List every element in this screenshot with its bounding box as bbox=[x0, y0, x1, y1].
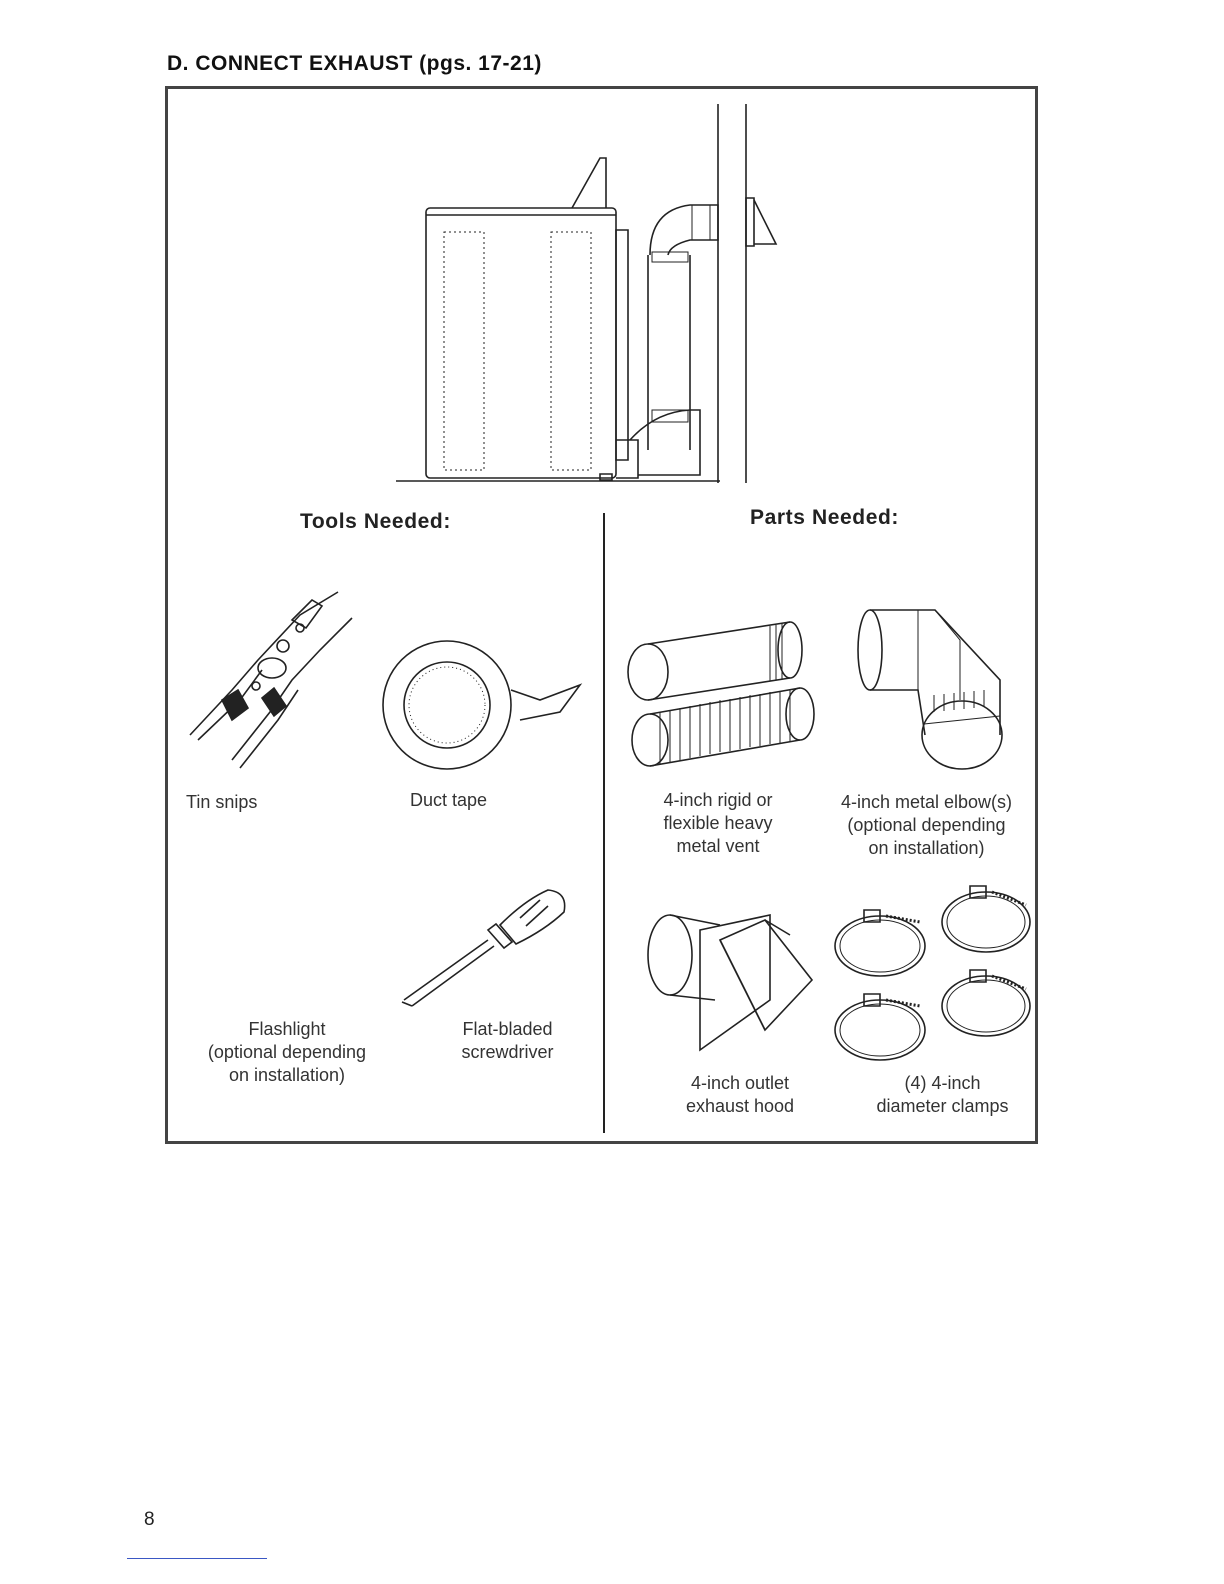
clamps-caption bbox=[855, 1072, 1030, 1118]
screwdriver-caption bbox=[440, 1018, 575, 1064]
screwdriver-icon bbox=[400, 885, 570, 1010]
duct-tape-icon bbox=[380, 640, 585, 770]
hood-caption bbox=[660, 1072, 820, 1118]
metal-vent-icon bbox=[620, 615, 820, 775]
hood-label-line-1: 4-inch outlet bbox=[690, 1073, 790, 1093]
duct-tape-caption bbox=[410, 789, 487, 812]
vent-label-line-1: 4-inch rigid or bbox=[663, 790, 773, 810]
hood-label-line-2: exhaust hood bbox=[685, 1096, 795, 1116]
column-divider bbox=[603, 513, 605, 1133]
dryer-venting-diagram bbox=[390, 100, 790, 490]
flashlight-label-line-3: on installation) bbox=[228, 1065, 346, 1085]
section-title: D. CONNECT EXHAUST (pgs. 17-21) bbox=[167, 52, 542, 75]
flashlight-label-line-1: Flashlight bbox=[248, 1019, 326, 1039]
exhaust-hood-icon bbox=[645, 905, 820, 1055]
vent-label-line-3: metal vent bbox=[676, 836, 760, 856]
clamps-label-line-1: (4) 4-inch bbox=[904, 1073, 981, 1093]
tin-snips-caption bbox=[186, 791, 257, 814]
elbow-caption bbox=[824, 791, 1029, 860]
tin-snips-label: Tin snips bbox=[186, 792, 258, 812]
screwdriver-label-line-2: screwdriver bbox=[461, 1042, 554, 1062]
clamp-icon bbox=[830, 885, 1035, 1065]
vent-label-line-2: flexible heavy bbox=[663, 813, 773, 833]
elbow-label-line-2: (optional depending bbox=[847, 815, 1006, 835]
elbow-icon bbox=[850, 605, 1010, 775]
elbow-label-line-1: 4-inch metal elbow(s) bbox=[840, 792, 1013, 812]
clamps-label-line-2: diameter clamps bbox=[876, 1096, 1009, 1116]
flashlight-label-line-2: (optional depending bbox=[207, 1042, 367, 1062]
footer-link-underline bbox=[127, 1558, 267, 1559]
tin-snips-icon bbox=[180, 590, 355, 775]
tools-heading: Tools Needed: bbox=[300, 510, 451, 533]
parts-heading: Parts Needed: bbox=[750, 506, 900, 529]
duct-tape-label: Duct tape bbox=[410, 790, 488, 810]
vent-caption bbox=[638, 789, 798, 858]
flashlight-caption bbox=[192, 1018, 382, 1087]
page-number: 8 bbox=[144, 1509, 155, 1530]
screwdriver-label-line-1: Flat-bladed bbox=[462, 1019, 553, 1039]
elbow-label-line-3: on installation) bbox=[868, 838, 985, 858]
